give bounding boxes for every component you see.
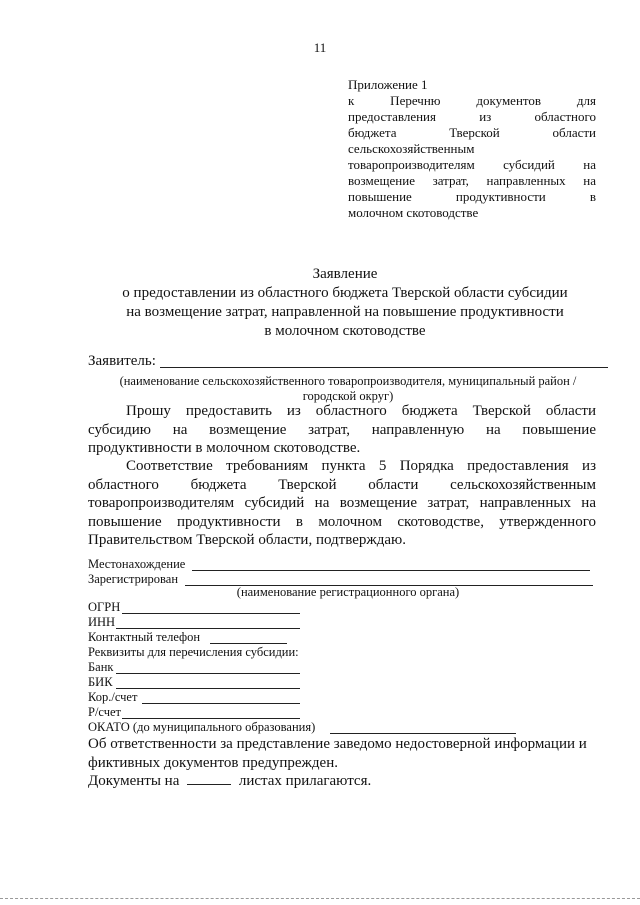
appendix-line: сельскохозяйственным bbox=[348, 141, 475, 156]
responsibility-note bbox=[88, 735, 596, 772]
page-number: 11 bbox=[313, 40, 327, 55]
title-line: Заявление bbox=[312, 266, 378, 282]
applicant-label: Заявитель: bbox=[88, 353, 156, 369]
appendix-line: бюджета Тверской области bbox=[348, 125, 596, 140]
attached-documents-line bbox=[88, 772, 596, 791]
phone-label: Контактный телефон bbox=[88, 630, 201, 644]
title-line: в молочном скотоводстве bbox=[264, 323, 426, 339]
registered-label: Зарегистрирован bbox=[88, 572, 179, 586]
appendix-header bbox=[348, 77, 596, 221]
paragraph-line: областного бюджета Тверской области сельскохозяйственным bbox=[88, 476, 596, 493]
document-title bbox=[80, 265, 610, 341]
appendix-line: предоставления из областного bbox=[348, 109, 596, 124]
paragraph-line: продуктивности в молочном скотоводстве. bbox=[88, 440, 361, 456]
bik-label: БИК bbox=[88, 675, 113, 689]
closing-line: фиктивных документов предупрежден. bbox=[88, 754, 338, 771]
sheets-count-input-line[interactable] bbox=[187, 772, 231, 785]
bank-label: Банк bbox=[88, 660, 114, 674]
appendix-line: к Перечню документов для bbox=[348, 93, 596, 108]
appendix-line: повышение продуктивности в bbox=[348, 189, 596, 204]
inn-label: ИНН bbox=[88, 615, 116, 629]
applicant-caption bbox=[88, 374, 608, 404]
paragraph-line: субсидию на возмещение затрат, направленную на повышение bbox=[88, 421, 596, 438]
docs-suffix: листах прилагаются. bbox=[238, 773, 372, 789]
corr-account-input-line[interactable] bbox=[142, 703, 300, 704]
ogrn-input-line[interactable] bbox=[122, 613, 300, 614]
paragraph-line: Прошу предоставить из областного бюджета Тверской области bbox=[126, 403, 596, 419]
okato-label: ОКАТО (до муниципального образования) bbox=[88, 720, 316, 734]
appendix-line: товаропроизводителям субсидий на bbox=[348, 157, 596, 172]
appendix-line: молочном скотоводстве bbox=[348, 205, 479, 220]
okato-input-line[interactable] bbox=[330, 733, 516, 734]
appendix-line: Приложение 1 bbox=[348, 77, 428, 92]
closing-line: Об ответственности за представление заведомо недостоверной информации и bbox=[88, 736, 587, 752]
applicant-underline[interactable] bbox=[160, 367, 608, 368]
docs-prefix: Документы на bbox=[88, 773, 180, 789]
location-input-line[interactable] bbox=[192, 570, 590, 571]
location-label: Местонахождение bbox=[88, 557, 186, 571]
corr-account-label: Кор./счет bbox=[88, 690, 138, 704]
paragraph-line: Правительством Тверской области, подтверждаю. bbox=[88, 532, 407, 548]
compliance-paragraph bbox=[88, 457, 596, 550]
appendix-line: возмещение затрат, направленных на bbox=[348, 173, 596, 188]
caption-line: (наименование сельскохозяйственного товаропроизводителя, муниципальный район / bbox=[119, 374, 577, 388]
registered-caption: (наименование регистрационного органа) bbox=[236, 585, 460, 599]
request-paragraph bbox=[88, 402, 596, 458]
title-line: о предоставлении из областного бюджета Тверской области субсидии bbox=[122, 285, 568, 301]
applicant-field[interactable] bbox=[88, 352, 608, 370]
account-label: Р/счет bbox=[88, 705, 122, 719]
paragraph-line: Соответствие требованиям пункта 5 Порядка предоставления из bbox=[126, 458, 596, 474]
title-line: на возмещение затрат, направленной на повышение продуктивности bbox=[126, 304, 564, 320]
ogrn-label: ОГРН bbox=[88, 600, 121, 614]
bank-input-line[interactable] bbox=[116, 673, 300, 674]
paragraph-line: повышение продуктивности в молочном скотоводстве, утвержденного bbox=[88, 513, 596, 530]
bottom-scan-artifact-line bbox=[0, 898, 640, 899]
bik-input-line[interactable] bbox=[116, 688, 300, 689]
requisites-label: Реквизиты для перечисления субсидии: bbox=[88, 645, 299, 659]
caption-line: городской округ) bbox=[302, 389, 394, 403]
paragraph-line: товаропроизводителям субсидий на возмещение затрат, направленных на bbox=[88, 495, 596, 511]
